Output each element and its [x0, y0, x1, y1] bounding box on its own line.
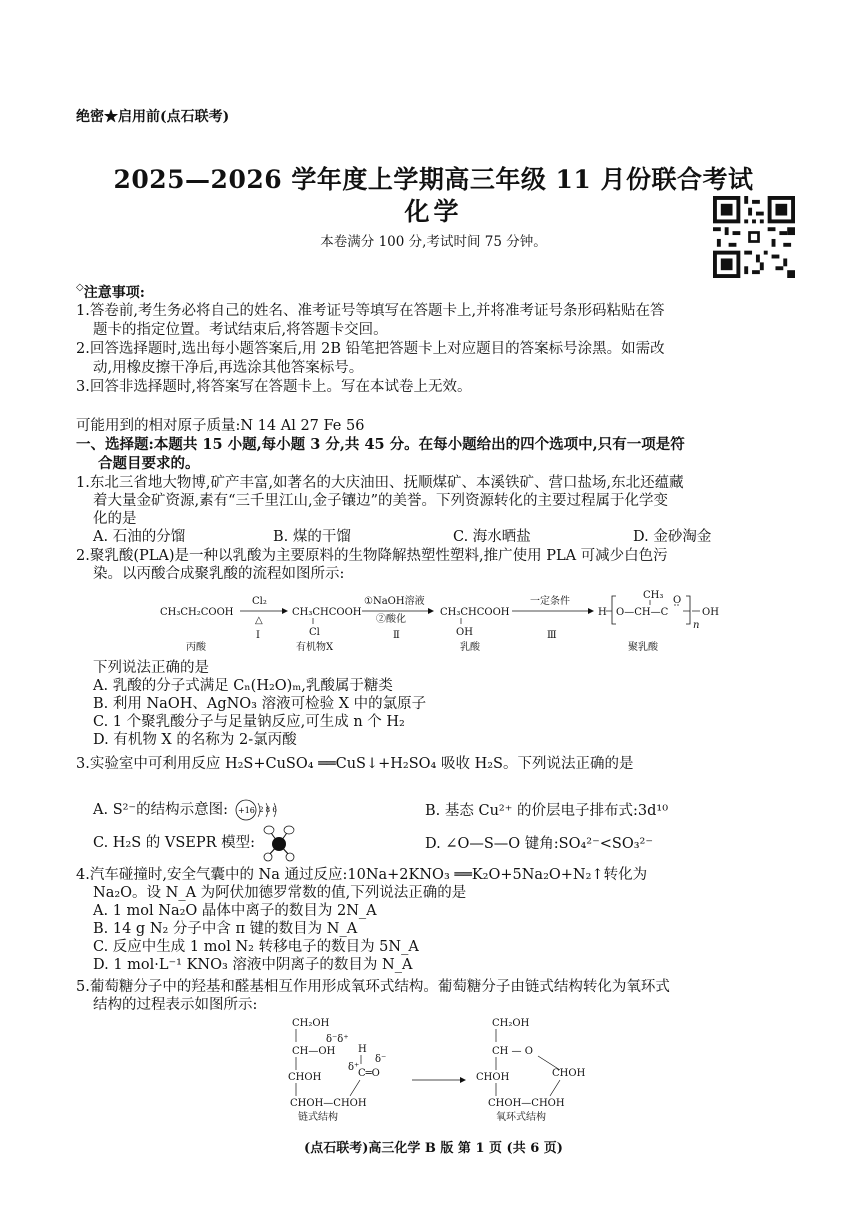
label-pla: 聚乳酸 — [628, 642, 658, 653]
option-b[interactable]: B. 14 g N₂ 分子中含 π 键的数目为 N_A — [93, 921, 358, 937]
chain-choh: CHOH — [288, 1072, 322, 1083]
label-lactic: 乳酸 — [460, 642, 480, 653]
chain-label: 链式结构 — [298, 1112, 338, 1123]
ring-choh-left: CHOH — [476, 1072, 510, 1083]
page-footer: (点石联考)高三化学 B 版 第 1 页 (共 6 页) — [304, 1141, 563, 1156]
question-stem: 染。以丙酸合成聚乳酸的流程如图所示: — [93, 566, 345, 582]
option-d[interactable]: D. 1 mol·L⁻¹ KNO₃ 溶液中阴离子的数目为 N_A — [93, 957, 413, 973]
condition-certain: 一定条件 — [530, 596, 570, 607]
pla-end-h: H — [598, 607, 607, 618]
x-chlorine: Cl — [309, 627, 320, 638]
reagent-cl2: Cl₂ — [252, 596, 267, 607]
question-stem: 2.聚乳酸(PLA)是一种以乳酸为主要原料的生物降解热塑性塑料,推广使用 PLA 可减少白色污 — [76, 548, 668, 564]
pla-carbonyl-o: O — [673, 595, 682, 606]
question-prompt: 下列说法正确的是 — [93, 660, 209, 676]
notice-heading: ◇注意事项: — [76, 282, 145, 301]
s2-ion-structure-diagram — [233, 795, 293, 825]
notice-line: 1.答卷前,考生务必将自己的姓名、准考证号等填写在答题卡上,并将准考证号条形码粘贴在答 — [76, 303, 665, 319]
option-c[interactable]: C. H₂S 的 VSEPR 模型: — [93, 822, 298, 864]
atomic-mass-note: 可能用到的相对原子质量:N 14 Al 27 Fe 56 — [76, 418, 365, 434]
score-note: 本卷满分 100 分,考试时间 75 分钟。 — [320, 234, 547, 250]
ring-choh-bottom: CHOH—CHOH — [488, 1098, 565, 1109]
question-4 — [76, 866, 647, 974]
option-a[interactable]: A. 1 mol Na₂O 晶体中离子的数目为 2N_A — [93, 903, 377, 919]
option-a[interactable]: A. 乳酸的分子式满足 Cₙ(H₂O)ₘ,乳酸属于糖类 — [93, 678, 393, 694]
option-d[interactable]: D. 金砂淘金 — [633, 529, 712, 545]
confidential-header: 绝密★启用前(点石联考) — [76, 109, 230, 125]
question-1 — [76, 474, 813, 546]
section-one-heading: 一、选择题:本题共 15 小题,每小题 3 分,共 45 分。在每小题给出的四个选项中,只有一项是符 — [76, 436, 685, 453]
question-stem: 着大量金矿资源,素有“三千里江山,金子镶边”的美誉。下列资源转化的主要过程属于化学变 — [93, 493, 669, 509]
question-3-stem: 3.实验室中可利用反应 H₂S+CuSO₄ ══CuS↓+H₂SO₄ 吸收 H₂S。下列说法正确的是 — [76, 756, 634, 772]
question-5 — [76, 978, 670, 1014]
question-stem: Na₂O。设 N_A 为阿伏加德罗常数的值,下列说法正确的是 — [93, 885, 467, 901]
question-2-options — [93, 659, 426, 749]
pla-synthesis-scheme — [150, 590, 730, 656]
lactic-hydroxyl: OH — [456, 627, 473, 638]
condition-naoh: ①NaOH溶液 — [364, 596, 425, 607]
option-a[interactable]: A. S²⁻的结构示意图: +16 2 8 6 — [93, 790, 293, 830]
step-two: Ⅱ — [393, 630, 400, 641]
notice-list — [76, 302, 665, 397]
notice-line: 动,用橡皮擦干净后,再选涂其他答案标号。 — [93, 360, 364, 376]
question-stem: 化的是 — [93, 511, 137, 527]
label-propanoic: 丙酸 — [186, 642, 206, 653]
label-x: 有机物X — [296, 642, 334, 653]
chain-aldehyde-h: H — [358, 1044, 367, 1055]
vsepr-model-diagram — [260, 823, 298, 863]
option-d[interactable]: D. ∠O—S—O 键角:SO₄²⁻<SO₃²⁻ — [425, 836, 654, 852]
option-row — [76, 528, 813, 546]
question-2 — [76, 547, 668, 583]
option-a[interactable]: A. 石油的分馏 — [93, 529, 186, 545]
notice-line: 3.回答非选择题时,将答案写在答题卡上。写在本试卷上无效。 — [76, 379, 472, 395]
exam-subject: 化学 — [404, 197, 463, 226]
chain-delta-minus: δ⁻ — [375, 1054, 387, 1065]
lactic-acid: CH₃CHCOOH — [440, 607, 510, 618]
option-c[interactable]: C. 反应中生成 1 mol N₂ 转移电子的数目为 5N_A — [93, 939, 419, 955]
ring-ch-o: CH — O — [492, 1046, 533, 1057]
pla-methyl: CH₃ — [643, 590, 664, 601]
propanoic-acid: CH₃CH₂COOH — [160, 607, 234, 618]
option-b[interactable]: B. 基态 Cu²⁺ 的价层电子排布式:3d¹⁰ — [425, 803, 669, 819]
question-stem: 4.汽车碰撞时,安全气囊中的 Na 通过反应:10Na+2KNO₃ ══K₂O+5Na₂O+N₂↑转化为 — [76, 867, 648, 883]
pla-degree-n: n — [693, 620, 700, 631]
svg-text:2 8 6: 2 8 6 — [258, 806, 277, 814]
chain-carbonyl: C═O — [358, 1068, 380, 1079]
chain-delta-plus: δ⁺ — [348, 1062, 360, 1073]
option-b[interactable]: B. 煤的干馏 — [273, 529, 351, 545]
chain-delta: δ⁻δ⁺ — [326, 1034, 349, 1045]
option-c[interactable]: C. 1 个聚乳酸分子与足量钠反应,可生成 n 个 H₂ — [93, 714, 405, 730]
compound-x: CH₃CHCOOH — [292, 607, 362, 618]
option-c[interactable]: C. 海水晒盐 — [453, 529, 531, 545]
notice-line: 2.回答选择题时,选出每小题答案后,用 2B 铅笔把答题卡上对应题目的答案标号涂黑。如需改 — [76, 341, 665, 357]
question-stem: 5.葡萄糖分子中的羟基和醛基相互作用形成氧环式结构。葡萄糖分子由链式结构转化为氧环式 — [76, 979, 670, 995]
glucose-ring-scheme — [270, 1014, 600, 1124]
condition-acidify: ②酸化 — [376, 614, 406, 625]
option-b[interactable]: B. 利用 NaOH、AgNO₃ 溶液可检验 X 中的氯原子 — [93, 696, 427, 712]
ring-ch2oh: CH₂OH — [492, 1018, 530, 1029]
qr-code-icon — [713, 196, 795, 278]
question-stem: 结构的过程表示如图所示: — [93, 997, 258, 1013]
ring-choh-right: CHOH — [552, 1068, 586, 1079]
ring-label: 氧环式结构 — [496, 1112, 546, 1123]
pla-repeat-unit: O—CH—C — [616, 607, 669, 618]
pla-end-oh: OH — [702, 607, 719, 618]
svg-text:+16: +16 — [237, 806, 255, 815]
section-one-heading-cont: 合题目要求的。 — [98, 455, 200, 472]
chain-ch2oh: CH₂OH — [292, 1018, 330, 1029]
notice-line: 题卡的指定位置。考试结束后,将答题卡交回。 — [93, 322, 388, 338]
chain-choh-bottom: CHOH—CHOH — [290, 1098, 367, 1109]
exam-title: 2025—2026 学年度上学期高三年级 11 月份联合考试 — [113, 165, 754, 194]
step-one: Ⅰ — [256, 630, 260, 641]
question-stem: 1.东北三省地大物博,矿产丰富,如著名的大庆油田、抚顺煤矿、本溪铁矿、营口盐场,东北还蕴藏 — [76, 475, 684, 491]
heat-sign: △ — [255, 615, 263, 626]
chain-ch-oh: CH—OH — [292, 1046, 336, 1057]
option-d[interactable]: D. 有机物 X 的名称为 2-氯丙酸 — [93, 732, 297, 748]
step-three: Ⅲ — [547, 630, 557, 641]
